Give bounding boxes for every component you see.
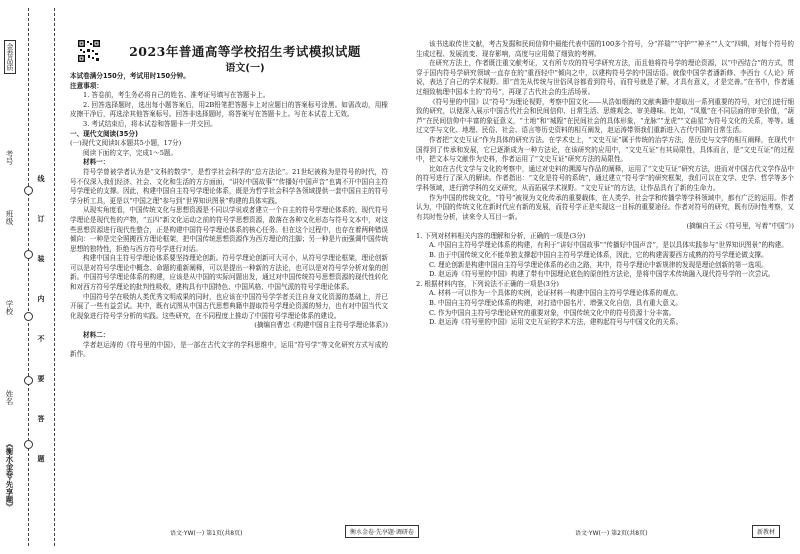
source-caption: (摘编自曹忠《构建中国自主符号学理论体系》) <box>254 321 388 330</box>
question-stem: 1. 下列对材料相关内容的理解和分析，正确的一项是(3分) <box>416 231 586 240</box>
notice-item: 3. 考试结束后，将本试卷和答题卡一并交回。 <box>83 119 217 128</box>
binding-outer-label: 《衡水金卷·先享题》 <box>5 440 14 511</box>
material-label: 材料二： <box>83 331 110 340</box>
warning-char: 装 <box>37 255 45 262</box>
subsection-heading: (一)现代文阅读Ⅰ(本题共5小题，17分) <box>70 139 182 148</box>
passage-paragraph: 比如在古代文学与文化的考察中，通过对史料的溯源与作品的阐释，运用了“文史互证”研究方法，进而对中国古代文学作品中的符号进行了深入的解读。作者指出：“文化是符号的系统”，通过建立“符号学”的研究框架，我们可以在文学、史学、哲学等多个学科领域，进行跨学科的交叉研究，从而拓展学术视野。“文史互证”的方法，让作品具有了新的生命力。 <box>416 164 794 192</box>
passage-paragraph: 构建中国自主符号学理论体系要坚持理论创新。符号学理论创新可大可小，从符号学理论框架，理论创新可以是对符号学理论中概念、命题的重新阐释，可以是提出一种新的方法论，也可以是对符号学分析对象的创新。中国符号学理论体系的构建，应该是从中国的实际问题出发，通过对中国传统符号思想资源的现代性转化和对西方符号学理论的批判性吸收，建构具有中国特色、中国风格、中国气派的符号学理论体系。 <box>70 254 388 292</box>
binding-exam-no-label: 考号 <box>5 150 14 165</box>
subject-title: 语文(一) <box>225 63 265 74</box>
warning-char: 题 <box>37 455 45 462</box>
question-option: A. 中国自主符号学理论体系的构建，有利于“讲好中国故事”“传播好中国声音”，是以具体实践参与“世界知识图景”的构建。 <box>429 241 788 250</box>
notice-heading: 注意事项： <box>70 81 103 90</box>
exam-title: 2023年普通高等学校招生考试模拟试题 <box>129 44 361 59</box>
notice-item: 1. 答卷前，考生务必将自己的姓名、准考证号填写在答题卡上。 <box>83 91 270 100</box>
warning-char: 答 <box>37 415 45 422</box>
notice-item: 2. 回答选择题时，选出每小题答案后，用2B铅笔把答题卡上对应题目的答案标号涂黑。如需改动，用橡皮擦干净后，再选涂其他答案标号。回答非选择题时，将答案写在答题卡上。写在本试卷上无效。 <box>70 100 388 119</box>
question-option: C. 作为中国自主符号学理论研究的重要对象，中国传统文化中的符号资源十分丰富。 <box>429 308 676 317</box>
passage-paragraph: 在研究方法上，作者既注重文献考证，又有所专攻的符号学研究方法，而且他将符号学的理论资源，以“中西结合”的方式，贯穿于国内符号学研究领域一直存在的“重西轻中”倾向之中，以建构符号学的中国话语。就像中国学者潘新修、李西台《人论》所说，表达了自己的学术视野。即“首先从传统与世俗风谷都看到符号，而符号就是了解，才具有意义，才是完善。”在书中，作者通过细致梳理中国本土的“符号”，再现了古代社会的生活场景。 <box>416 59 794 96</box>
footer-page-left: 语文·YW(一) 第1页(共8页) <box>170 530 243 537</box>
question-option: D. 赵运涛《符号里的中国》构建了带有中国理论底色的原创性方法论，是将中国学术传统融入现代符号学的一次尝试。 <box>429 270 775 279</box>
binding-subject-strip: 金卷品质 <box>4 40 16 74</box>
question-option: C. 理论创新是构建中国自主符号学理论体系的必由之路，其中，符号学理论中新规律的发现是理论创新的第一选项。 <box>429 260 768 269</box>
binding-strip <box>0 0 62 554</box>
warning-char: 内 <box>37 295 45 302</box>
passage-paragraph: 该书选取传世文献，考古发掘和民间信仰中最能代表中国的100多个符号，分“祥瑞”“守护”“神圣”“人文”四辑，对每个符号的生成过程、发展流变、现存影响，高度与应用做了细致的考辨。 <box>416 40 794 58</box>
warning-char: 订 <box>37 215 45 222</box>
qr-code-icon <box>78 40 100 62</box>
binding-name-label: 姓名 <box>5 390 14 405</box>
dashed-cut-line-inner <box>54 8 55 546</box>
material-label: 材料一： <box>83 158 110 167</box>
source-caption: (摘编自王云《符号里，写着“中国”》) <box>686 222 794 231</box>
passage-paragraph: 从现实角度看，中国传统文化与思想资源是不同以学说或者建立一个自主的符号学理论体系的，现代符号学理论是现代性的产物，“五四”新文化运动之前的符号学思想资源，散落在各种文化形态与符号文本中，对这些思想资源进行现代性整合，正是构建中国符号学理论体系的核心任务。但在这个过程中，也存在着两种错误倾向：一种是完全照搬西方理论框架，把中国传统思想资源作为西方理论的注脚；另一种是片面强调中国传统思想的独特性，拒绝与西方符号学进行对话。 <box>70 206 388 253</box>
question-option: D. 赵运涛《符号里的中国》运用文史互证的学术方法，建构起符号与中国文化的关系。 <box>429 318 683 327</box>
left-column <box>70 72 388 360</box>
reading-instruction: 阅读下面的文字，完成1～5题。 <box>83 148 178 157</box>
question-stem: 2. 根据材料内容，下列说法不正确的一项是(3分) <box>416 279 560 288</box>
footer-page-right: 语文·YW(一) 第2页(共8页) <box>575 530 648 537</box>
question-option: B. 中国自主符号学理论体系的构建，对打造中国名片、增强文化自信，具有重大意义。 <box>429 299 683 308</box>
right-column <box>416 40 794 328</box>
question-option: B. 由于中国传统文化不能单独支撑起中国自主符号学理论体系，因此，它的构建需要西方成熟的符号学理论做支撑。 <box>429 251 768 260</box>
warning-char: 线 <box>37 175 45 182</box>
passage-paragraph: 中国符号学在吸纳人类优秀文明成果的同时，也应该在中国符号学学者关注自身文化资源的基础上，并已开展了一些有益尝试。其中，既有试图从中国古代思想典籍中提取符号学理论资源的努力，也有对中国当代文化现象进行符号学分析的实践。这些研究，在不同程度上推动了中国符号学理论体系的建设。 <box>70 292 388 320</box>
punch-hole-icon <box>24 376 33 385</box>
footer-series-tag: 衡水金卷·先享题·调研卷 <box>345 525 419 538</box>
footer-edition-tag: 新教材 <box>752 525 780 538</box>
binding-class-label: 班级 <box>5 210 14 225</box>
punch-hole-icon <box>24 250 33 259</box>
question-option: A. 材料一可以作为一个具体的实例，论证材料一构建中国自主符号学理论体系的观点。 <box>429 289 682 298</box>
section-heading: 一、现代文阅读(35分) <box>70 129 138 138</box>
dashed-cut-line <box>28 8 29 546</box>
binding-school-label: 学校 <box>5 300 14 315</box>
warning-char: 不 <box>37 335 45 342</box>
passage-paragraph: 学者赵运涛的《符号里的中国》，是一部在古代文字的学科思维中，运用“符号学”等文化研究方式写成的新作。 <box>70 340 388 359</box>
punch-hole-icon <box>24 186 33 195</box>
passage-paragraph: 作为中国的传统文化，“符号”被视为文化传承的重要载体，在人类学、社会学和传播学等学科领域中，都有广泛的运用。作者认为，中国的传统文化在新时代应有新的发展，而符号学正是实现这一目标的重要途径。作者对符号的研究，既有历时性考察，又有共时性分析，读来令人耳目一新。 <box>416 193 794 221</box>
exam-meta: 本试卷满分150分，考试用时150分钟。 <box>70 72 190 80</box>
punch-hole-icon <box>24 440 33 449</box>
passage-paragraph: 作者把“文史互证”作为具体的研究方法。在学术史上，“文史互证”属于传统的治学方法，是历史与文学的相互阐释，在现代中国得到了传承和发展，它已逐渐成为一种方法论，在该研究的应用中，“文史互证”有其局限性，具体而言，是“文史互证”的过程中，把文本与文献作为史料，作者运用了“文史互证”研究方法的局限性。 <box>416 135 794 164</box>
passage-paragraph: 《符号里的中国》以“符号”为理论视野，考察中国文化——从浩如烟海的文献典籍中提取出一系列重要的符号，对它们进行细致的研究，以便深入展示中国古代社会和民间信仰、日常生活、思维观念、审美趣味。比如，“凤凰”在不同层面的审美价值，“葫芦”在民间信仰中丰富的象征意义，“土地”和“城隍”在民间社会的具体形象，“龙脉”“龙虎”“文曲星”为符号文化的关系，等等。通过文学与文化、地理、民俗、社会、语言等历史资料的相互阐发，赵运涛带领我们重新进入古代中国的日常生活。 <box>416 97 794 135</box>
punch-hole-icon <box>24 312 33 321</box>
passage-paragraph: 符号学曾被学者认为是“文科的数学”，是哲学社会科学的“总方法论”。21世纪被称为是符号的时代，符号不仅深入我们经济、社会、文化和生活的方方面面，“讲好中国故事”“传播好中国声音”也离不开中国自主符号学理论的支撑。因此，构建中国自主符号学理论体系，既是为哲学社会科学各领域提供一套中国自主的符号学分析工具，更是以“中国之理”参与到“世界知识图景”构建的具体实践。 <box>70 167 388 205</box>
warning-char: 要 <box>37 375 45 382</box>
